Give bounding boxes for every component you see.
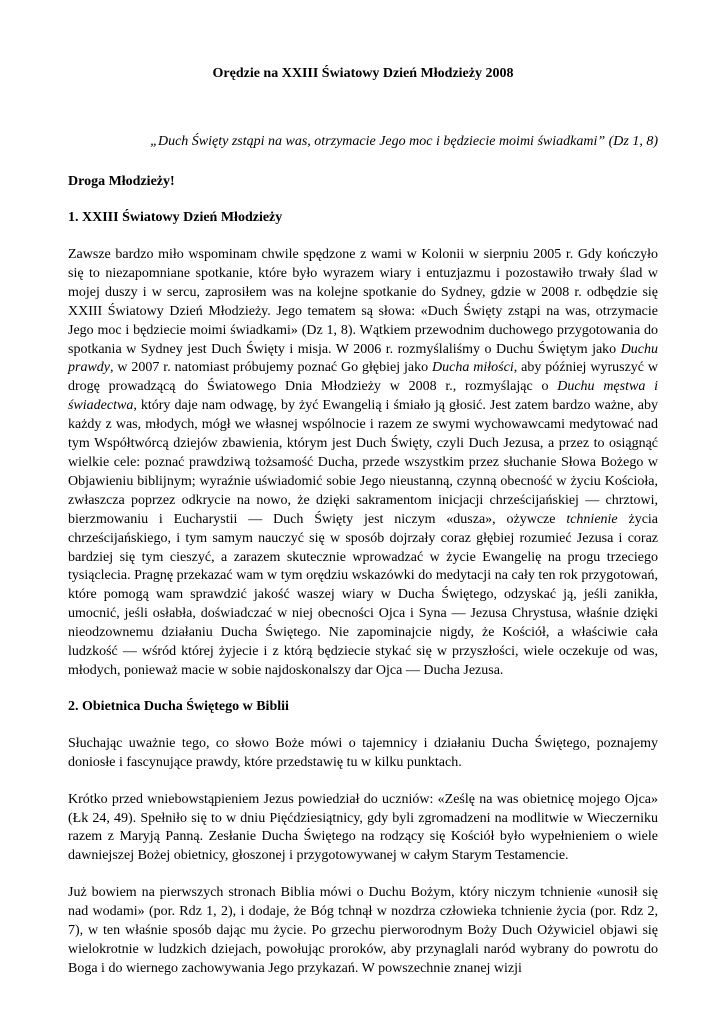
section-2-paragraph-1: Słuchając uważnie tego, co słowo Boże mówi o tajemnicy i działaniu Ducha Świętego, poznajemy doniosłe i fascynujące prawdy, które przedstawię tu w kilku punktach. — [68, 735, 658, 770]
text-run: , aby później wyruszyć w drogę prowadzącą do Światowego Dnia Młodzieży w 2008 r., rozmyślając o — [68, 360, 658, 395]
motto-quote: „Duch Święty zstąpi na was, otrzymacie Jego moc i będziecie moimi świadkami” (Dz 1, 8) — [150, 134, 658, 149]
italic-text: Duchu męstwa i świadectwa — [68, 379, 658, 414]
text-run: Zawsze bardzo miło wspominam chwile spędzone z wami w Kolonii w sierpniu 2005 r. Gdy kończyło się to niezapomniane spotkanie, które było wyrazem wiary i entuzjazmu i pozostawiło trwały ślad w mojej duszy i w sercu, zaprosiłem was na kolejne spotkanie do Sydney, gdzie w 2008 r. odbędzie się XXIII Światowy Dzień Młodzieży. Jego tematem są słowa: «Duch Święty zstąpi na was, otrzymacie Jego moc i będziecie moimi świadkami» (Dz 1, 8). Wątkiem przewodnim duchowego przygotowania do spotkania w Sydney jest Duch Święty i misja. W 2006 r. rozmyślaliśmy o Duchu Świętym jako — [68, 247, 658, 357]
italic-text: Duchu prawdy — [68, 341, 658, 376]
italic-text: Ducha miłości — [432, 360, 514, 376]
text-run: życia chrześcijańskiego, i tym samym nauczyć się w sposób dojrzały coraz głębiej rozumieć Jezusa i coraz bardziej się tym cieszyć, a zarazem skutecznie wprowadzać w życie Ewangelię na progu trzeciego tysiąclecia. Pragnę przekazać wam w tym orędziu wskazówki do medytacji na cały ten rok przygotowań, które pomogą wam sprawdzić jakość waszej wiary w Ducha Świętego, odzyskać ją, jeśli zanikła, umocnić, jeśli osłabła, doświadczać w niej obecności Ojca i Syna — Jezusa Chrystusa, właśnie dzięki nieodzownemu działaniu Ducha Świętego. Nie zapominajcie nigdy, że Kościół, a właściwie cała ludzkość — wśród której żyjecie i z którą będziecie stykać się w przyszłości, wiele oczekuje od was, młodych, ponieważ macie w sobie najdoskonalszy dar Ojca — Ducha Jezusa. — [68, 511, 659, 678]
section-1-heading: 1. XXIII Światowy Dzień Młodzieży — [68, 210, 283, 225]
section-2-paragraph-2: Krótko przed wniebowstąpieniem Jezus powiedział do uczniów: «Ześlę na was obietnicę mojego Ojca» (Łk 24, 49). Spełniło się to w dniu Pięćdziesiątnicy, gdy byli zgromadzeni na modlitwie w Wieczerniku razem z Maryją Panną. Zesłanie Ducha Świętego na rodzący się Kościół było wypełnieniem o wiele dawniejszej Bożej obietnicy, głoszonej i przygotowywanej w całym Starym Testamencie. — [68, 791, 658, 864]
text-run: , w 2007 r. natomiast próbujemy poznać Go głębiej jako — [110, 360, 433, 376]
section-2-heading: 2. Obietnica Ducha Świętego w Biblii — [68, 698, 289, 714]
text-run: , który daje nam odwagę, by żyć Ewangelią i śmiało ją głosić. Jest zatem bardzo ważne, aby każdy z was, młodych, mógł we własnej wspólnocie i razem ze swymi wychowawcami medytować nad tym Współtwórcą dziejów zbawienia, którym jest Duch Święty, czyli Duch Jezusa, a przez to osiągnąć wielkie cele: poznać prawdziwą tożsamość Ducha, przede wszystkim przez słuchanie Słowa Bożego w Objawieniu biblijnym; wyraźnie uświadomić sobie Jego nieustanną, czynną obecność w życiu Kościoła, zwłaszcza poprzez odkrycie na nowo, że dzięki sakramentom inicjacji chrześcijańskiej — chrztowi, bierzmowaniu i Eucharystii — Duch Święty jest niczym «dusza», ożywcze — [68, 398, 658, 527]
document-title: Orędzie na XXIII Światowy Dzień Młodzieży 2008 — [212, 66, 514, 81]
section-1-paragraph — [68, 246, 658, 681]
document-page — [68, 60, 658, 979]
greeting: Droga Młodzieży! — [68, 174, 175, 189]
italic-text: tchnienie — [566, 511, 618, 527]
section-2-paragraph-3: Już bowiem na pierwszych stronach Biblia mówi o Duchu Bożym, który niczym tchnienie «unosił się nad wodami» (por. Rdz 1, 2), i dodaje, że Bóg tchnął w nozdrza człowieka tchnienie życia (por. Rdz 2, 7), w ten właśnie sposób dając mu życie. Po grzechu pierworodnym Boży Duch Ożywiciel objawi się wielokrotnie w ludzkich dziejach, powołując proroków, aby przynaglali naród wybrany do powrotu do Boga i do wiernego zachowywania Jego przykazań. W powszechnie znanej wizji — [68, 885, 658, 976]
